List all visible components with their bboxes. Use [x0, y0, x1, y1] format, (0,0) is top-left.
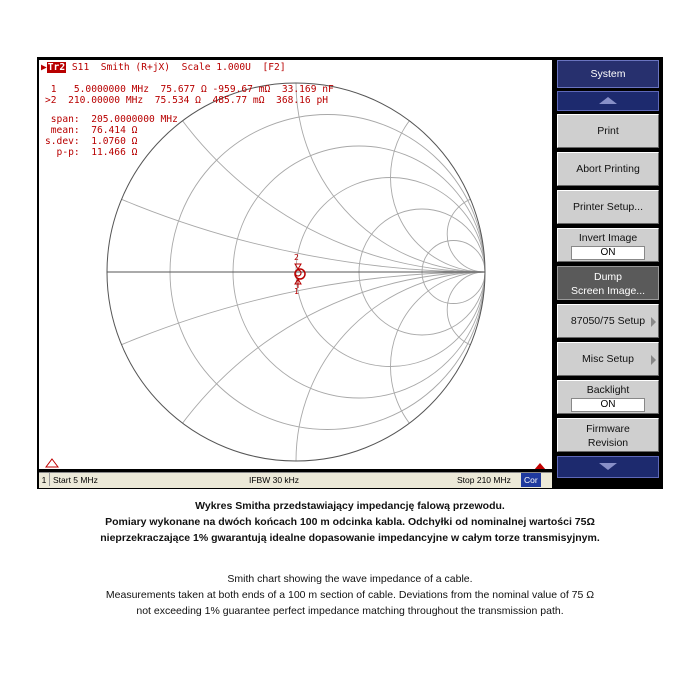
trace-header — [41, 62, 286, 73]
caption-pl-line-1: Wykres Smitha przedstawiający impedancję falową przewodu. — [195, 500, 505, 512]
invert-image-value: ON — [571, 246, 645, 260]
misc-setup-label: Misc Setup — [582, 353, 634, 365]
stat-mean: mean: 76.414 Ω — [45, 125, 138, 136]
scroll-down-button[interactable] — [557, 456, 659, 478]
printer-setup-button[interactable]: Printer Setup... — [557, 190, 659, 224]
87050-75-setup-label: 87050/75 Setup — [570, 315, 646, 327]
dump-label-1: Dump — [593, 271, 622, 283]
87050-75-setup-button[interactable] — [557, 304, 659, 338]
caption-en-line-1: Smith chart showing the wave impedance of a cable. — [227, 573, 473, 585]
submenu-arrow-icon — [651, 317, 656, 327]
backlight-button[interactable] — [557, 380, 659, 414]
active-trace-arrow: ▶ — [41, 62, 47, 73]
scroll-up-button[interactable] — [557, 91, 659, 111]
invert-image-label: Invert Image — [578, 232, 638, 244]
reactance-arc — [296, 60, 552, 272]
stop-frequency[interactable]: Stop 210 MHz — [457, 475, 511, 485]
marker-2-label: 2 — [294, 253, 299, 262]
start-marker-icon — [45, 458, 59, 468]
dump-label-2: Screen Image... — [570, 285, 646, 297]
caption-pl-line-3: nieprzekraczające 1% gwarantują idealne dopasowanie impedancyjne w całym torze transmisyjnym. — [100, 532, 600, 544]
invert-image-button[interactable] — [557, 228, 659, 262]
print-button[interactable]: Print — [557, 114, 659, 148]
stat-span: span: 205.0000000 MHz — [45, 114, 178, 125]
reactance-arc — [391, 272, 553, 461]
trace-title: S11 Smith (R+jX) Scale 1.000U [F2] — [71, 62, 286, 73]
firmware-label-2: Revision — [587, 437, 629, 449]
stop-pointer-icon — [534, 463, 546, 469]
caption-en-line-2: Measurements taken at both ends of a 100 m section of cable. Deviations from the nominal value of 75 Ω — [105, 589, 595, 601]
channel-number[interactable]: 1 — [39, 473, 50, 486]
start-frequency[interactable]: Start 5 MHz — [53, 475, 98, 485]
caption-en-line-3: not exceeding 1% guarantee perfect impedance matching throughout the transmission path. — [136, 605, 564, 617]
arrow-down-icon — [599, 463, 617, 470]
status-bar — [39, 472, 552, 488]
softkey-title: System — [557, 60, 659, 88]
caption-polish — [0, 498, 700, 546]
dump-screen-image-button[interactable] — [557, 266, 659, 300]
analyzer-screen — [37, 57, 663, 489]
arrow-up-icon — [599, 97, 617, 104]
backlight-value: ON — [571, 398, 645, 412]
marker-1-label: 1 — [294, 287, 299, 296]
marker-readout-1: 1 5.0000000 MHz 75.677 Ω -959.67 mΩ 33.169 nF — [45, 84, 334, 95]
softkey-panel — [556, 60, 662, 487]
ifbw-value[interactable]: IFBW 30 kHz — [249, 475, 300, 485]
submenu-arrow-icon — [651, 355, 656, 365]
reactance-arc — [391, 83, 553, 272]
firmware-revision-button[interactable] — [557, 418, 659, 452]
caption-english — [0, 571, 700, 619]
marker-readout-2: >2 210.00000 MHz 75.534 Ω 485.77 mΩ 368.16 pH — [45, 95, 329, 106]
firmware-label-1: Firmware — [586, 423, 630, 435]
backlight-label: Backlight — [586, 384, 630, 396]
abort-printing-button[interactable]: Abort Printing — [557, 152, 659, 186]
caption-pl-line-2: Pomiary wykonane na dwóch końcach 100 m odcinka kabla. Odchyłki od nominalnej wartości 75Ω — [105, 516, 595, 528]
reactance-arc — [39, 272, 552, 469]
reactance-arc — [107, 272, 552, 469]
stat-sdev: s.dev: 1.0760 Ω — [45, 136, 138, 147]
correction-badge: Cor — [521, 473, 541, 487]
trace-badge[interactable]: Tr2 — [47, 62, 66, 73]
misc-setup-button[interactable] — [557, 342, 659, 376]
reactance-arc — [296, 272, 552, 469]
stat-pp: p-p: 11.466 Ω — [45, 147, 138, 158]
smith-chart-area — [39, 60, 552, 469]
